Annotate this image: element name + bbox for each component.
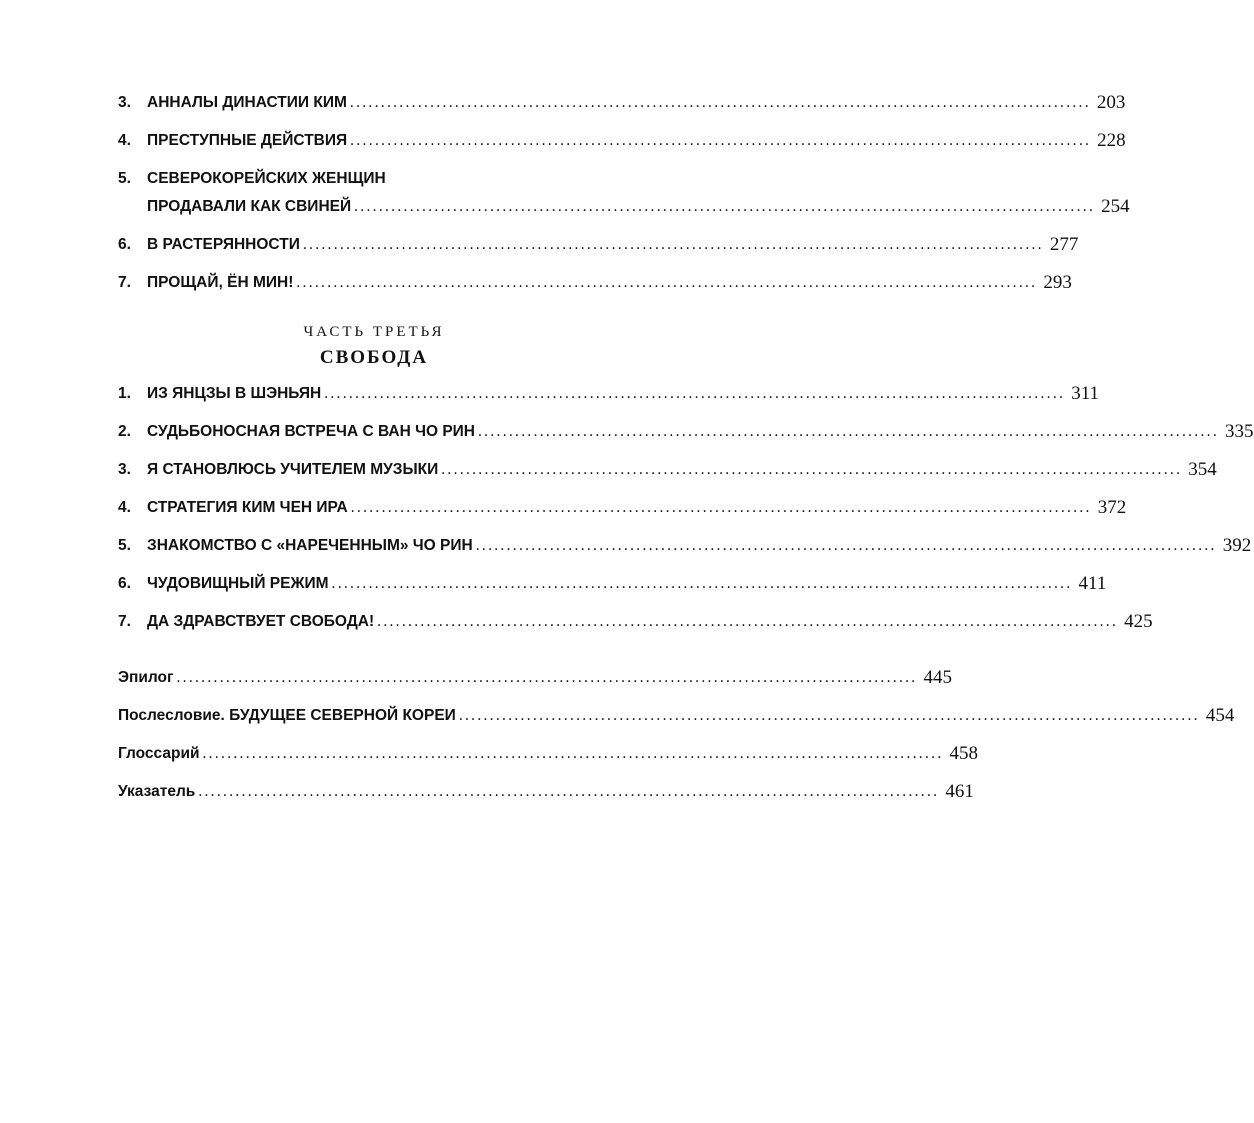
- toc-entry[interactable]: [118, 130, 1126, 152]
- chapter-title: ИЗ ЯНЦЗЫ В ШЭНЬЯН: [147, 385, 322, 402]
- chapter-number: 5.: [118, 170, 131, 187]
- dot-leader: ........................................................................................................................: [350, 132, 1092, 149]
- toc-entry-backmatter[interactable]: [118, 743, 978, 765]
- dot-leader: ........................................................................................................................: [478, 423, 1219, 440]
- part-heading: [118, 322, 630, 371]
- page-number: 445: [923, 667, 952, 688]
- toc-entry-backmatter[interactable]: [118, 781, 974, 803]
- toc-entry[interactable]: [118, 383, 1099, 405]
- toc-entry-backmatter[interactable]: [118, 705, 1235, 727]
- page-number: 228: [1097, 130, 1126, 151]
- chapter-title: ПРЕСТУПНЫЕ ДЕЙСТВИЯ: [147, 132, 348, 149]
- chapter-title-block: [147, 168, 1130, 218]
- section-title: Глоссарий: [118, 745, 200, 762]
- page-number: 411: [1078, 573, 1107, 594]
- chapter-title: ЧУДОВИЩНЫЙ РЕЖИМ: [147, 575, 329, 592]
- chapter-title-line1: СЕВЕРОКОРЕЙСКИХ ЖЕНЩИН: [147, 170, 386, 187]
- page-number: 254: [1101, 196, 1130, 217]
- chapter-title: СТРАТЕГИЯ КИМ ЧЕН ИРА: [147, 499, 348, 516]
- table-of-contents: [118, 92, 1254, 803]
- page-number: 203: [1096, 92, 1126, 113]
- chapter-number: 5.: [118, 537, 131, 554]
- dot-leader: ........................................................................................................................: [350, 499, 1092, 516]
- chapter-title-line2-row: [147, 196, 1130, 218]
- section-title: Послесловие. БУДУЩЕЕ СЕВЕРНОЙ КОРЕИ: [118, 707, 456, 724]
- chapter-number: 3.: [118, 461, 131, 478]
- dot-leader: ........................................................................................................................: [202, 745, 944, 762]
- dot-leader: ........................................................................................................................: [458, 707, 1200, 724]
- chapter-title-line2: ПРОДАВАЛИ КАК СВИНЕЙ: [147, 198, 352, 215]
- part-label: ЧАСТЬ ТРЕТЬЯ: [303, 324, 445, 340]
- chapter-number: 6.: [118, 575, 131, 592]
- dot-leader: ........................................................................................................................: [296, 274, 1038, 291]
- chapter-number: 7.: [118, 274, 131, 291]
- dot-leader: ........................................................................................................................: [377, 613, 1119, 630]
- toc-entry[interactable]: [118, 611, 1153, 633]
- chapter-number: 3.: [118, 94, 131, 111]
- page-number: 354: [1188, 459, 1217, 480]
- toc-entry[interactable]: [118, 168, 1130, 218]
- part-title: СВОБОДА: [319, 347, 429, 368]
- chapter-title: АННАЛЫ ДИНАСТИИ КИМ: [147, 94, 347, 111]
- dot-leader: ........................................................................................................................: [176, 669, 918, 686]
- page-number: 311: [1071, 383, 1099, 404]
- chapter-number: 7.: [118, 613, 131, 630]
- chapter-number: 4.: [118, 132, 131, 149]
- dot-leader: ........................................................................................................................: [331, 575, 1073, 592]
- chapter-title: Я СТАНОВЛЮСЬ УЧИТЕЛЕМ МУЗЫКИ: [147, 461, 439, 478]
- toc-entry[interactable]: [118, 421, 1254, 443]
- chapter-number: 6.: [118, 236, 131, 253]
- page-number: 461: [945, 781, 974, 802]
- page-number: 335: [1225, 421, 1254, 442]
- dot-leader: ........................................................................................................................: [324, 385, 1066, 402]
- dot-leader: ........................................................................................................................: [302, 236, 1044, 253]
- chapter-number: 2.: [118, 423, 131, 440]
- toc-entry[interactable]: [118, 497, 1127, 519]
- dot-leader: ........................................................................................................................: [475, 537, 1217, 554]
- page-number: 392: [1222, 535, 1252, 556]
- chapter-number: 1.: [118, 385, 131, 402]
- toc-entry[interactable]: [118, 573, 1107, 595]
- dot-leader: ........................................................................................................................: [198, 783, 940, 800]
- dot-leader: ........................................................................................................................: [349, 94, 1091, 111]
- chapter-title: СУДЬБОНОСНАЯ ВСТРЕЧА С ВАН ЧО РИН: [147, 423, 475, 440]
- chapter-title: ПРОЩАЙ, ЁН МИН!: [147, 274, 294, 291]
- dot-leader: ........................................................................................................................: [441, 461, 1183, 478]
- toc-entry[interactable]: [118, 535, 1252, 557]
- toc-entry-backmatter[interactable]: [118, 667, 952, 689]
- page-number: 454: [1205, 705, 1235, 726]
- dot-leader: ........................................................................................................................: [354, 198, 1096, 215]
- page-number: 293: [1043, 272, 1072, 293]
- chapter-number: 4.: [118, 499, 131, 516]
- section-title: Эпилог: [118, 669, 174, 686]
- chapter-title: ЗНАКОМСТВО С «НАРЕЧЕННЫМ» ЧО РИН: [147, 537, 473, 554]
- page-number: 458: [949, 743, 978, 764]
- toc-entry[interactable]: [118, 272, 1072, 294]
- toc-entry[interactable]: [118, 234, 1079, 256]
- page-number: 425: [1124, 611, 1153, 632]
- section-title: Указатель: [118, 783, 196, 800]
- chapter-title: В РАСТЕРЯННОСТИ: [147, 236, 300, 253]
- page-number: 277: [1049, 234, 1079, 255]
- toc-entry[interactable]: [118, 92, 1126, 114]
- toc-entry[interactable]: [118, 459, 1217, 481]
- chapter-title: ДА ЗДРАВСТВУЕТ СВОБОДА!: [147, 613, 375, 630]
- page-number: 372: [1097, 497, 1127, 518]
